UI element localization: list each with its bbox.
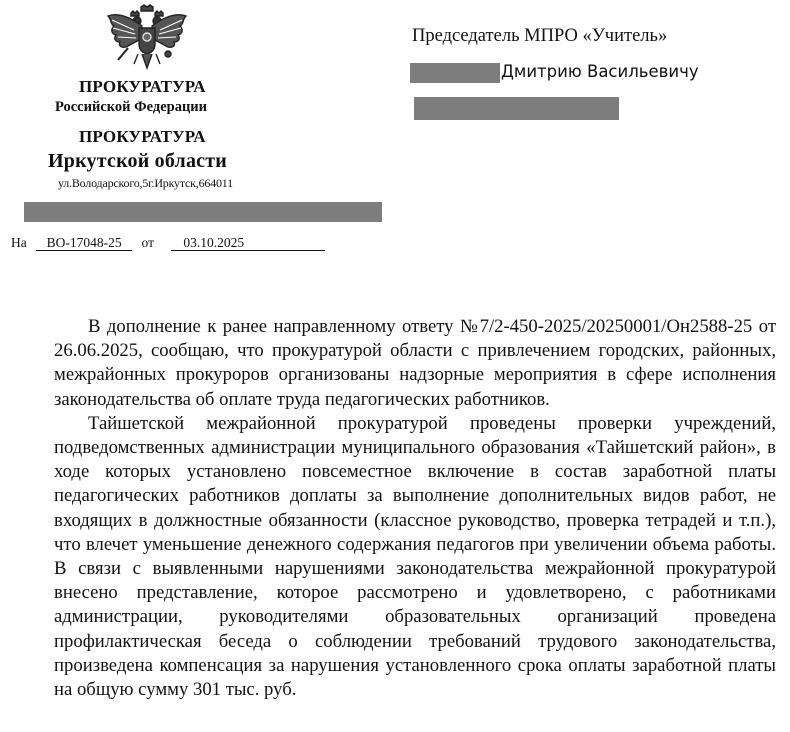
addressee-title: Председатель МПРО «Учитель» [412,26,668,46]
reference-date: 03.10.2025 [171,235,325,251]
addressee-name: Дмитрию Васильевичу [501,62,699,81]
org-address: ул.Володарского,5г.Иркутск,664011 [58,176,233,190]
reference-from-label: от [141,235,154,250]
org-name-line2: Российской Федерации [55,99,208,115]
redaction-block-sender [24,202,382,222]
reference-prefix: На [11,235,27,250]
org-name-line4: Иркутской области [48,150,227,172]
reference-number: ВО-17048-25 [36,235,132,251]
reference-line [11,235,325,251]
coat-of-arms-icon [104,4,190,72]
redaction-block-address [414,97,619,120]
org-name-line3: ПРОКУРАТУРА [79,127,206,146]
letter-body [54,315,776,702]
org-name-line1: ПРОКУРАТУРА [79,77,206,96]
redaction-block-surname [410,63,500,83]
body-paragraph-2: Тайшетской межрайонной прокуратурой проведены проверки учреждений, подведомственных администрации муниципального образования «Тайшетский район», в ходе которых установлено повсеместное включение в состав заработной платы педагогических работников доплаты за выполнение дополнительных видов работ, не входящих в должностные обязанности (классное руководство, проверка тетрадей и т.п.), что влечет уменьшение денежного содержания педагогов при увеличении объема работы. В связи с выявленными нарушениями законодательства межрайонной прокуратурой внесено представление, которое рассмотрено и удовлетворено, с работниками администрации, руководителями образовательных организаций проведена профилактическая беседа о соблюдении требований трудового законодательства, произведена компенсация за нарушения установленного срока оплаты заработной платы на общую сумму 301 тыс. руб. [54,412,776,701]
body-paragraph-1: В дополнение к ранее направленному ответу №7/2-450-2025/20250001/Он2588-25 от 26.06.2025, сообщаю, что прокуратурой области с привлечением городских, районных, межрайонных прокуроров организованы надзорные мероприятия в сфере исполнения законодательства об оплате труда педагогических работников. [54,316,776,410]
